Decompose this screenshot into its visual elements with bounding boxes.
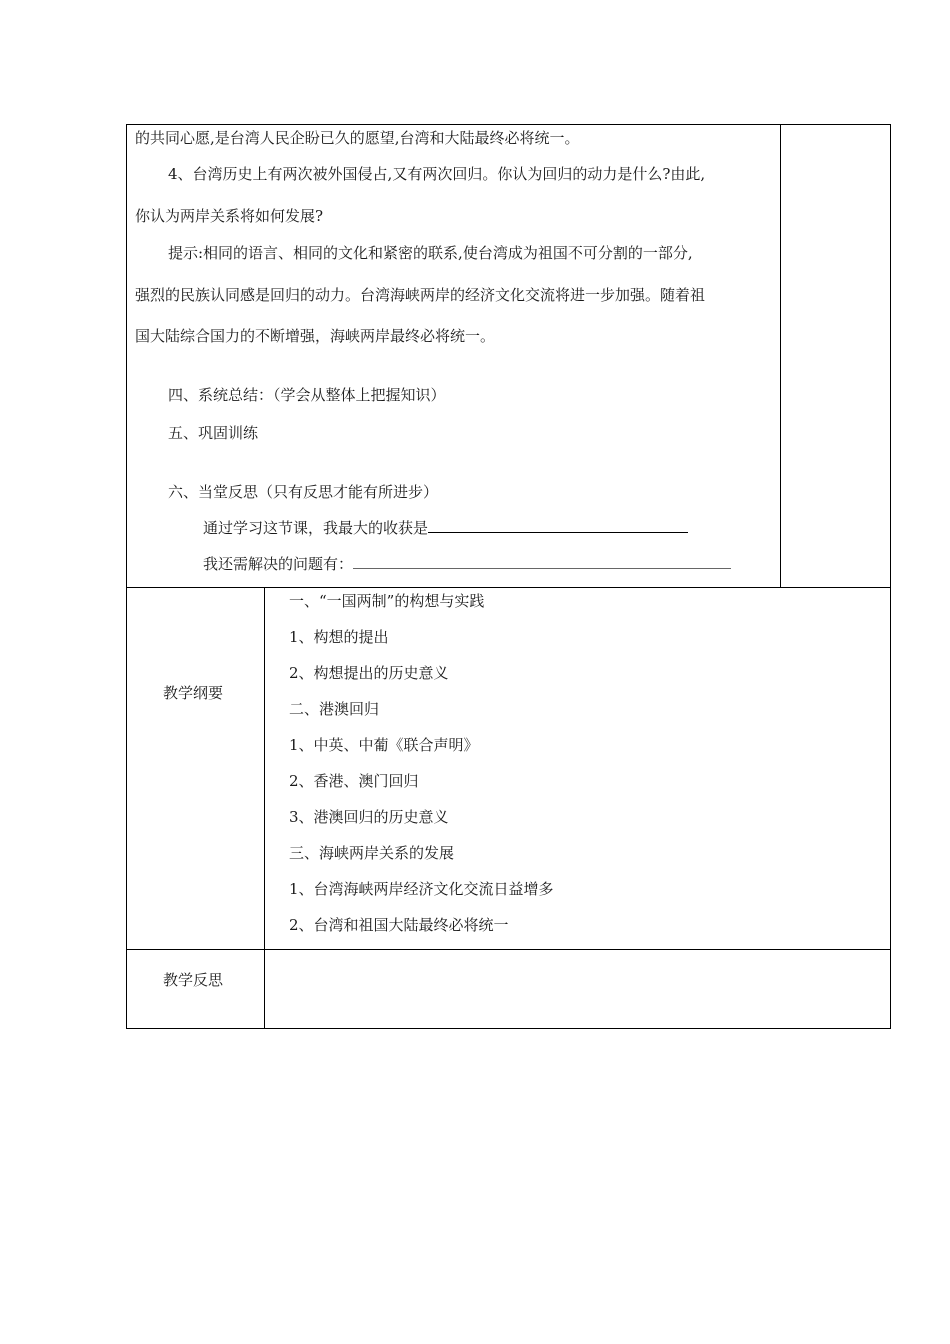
outline-item: 2、台湾和祖国大陆最终必将统一 (289, 916, 509, 934)
outline-label: 教学纲要 (163, 684, 224, 702)
reflection-prompt-text: 通过学习这节课，我最大的收获是 (203, 519, 429, 537)
answer-blank[interactable] (353, 553, 731, 569)
table-right-border (890, 124, 891, 1029)
section-heading: 四、系统总结：（学会从整体上把握知识） (168, 386, 446, 404)
outline-item: 1、中英、中葡《联合声明》 (289, 736, 479, 754)
outline-item: 2、香港、澳门回归 (289, 772, 419, 790)
hint-line: 国大陆综合国力的不断增强，海峡两岸最终必将统一。 (135, 327, 496, 345)
outline-item: 1、构想的提出 (289, 628, 389, 646)
reflection-prompt (203, 517, 688, 538)
row-divider-1 (126, 587, 891, 588)
hint-line: 强烈的民族认同感是回归的动力。台湾海峡两岸的经济文化交流将进一步加强。随着祖 (135, 286, 706, 304)
table-bottom-border (126, 1028, 891, 1029)
outline-item: 二、港澳回归 (289, 700, 380, 718)
outline-item: 2、构想提出的历史意义 (289, 664, 449, 682)
label-column-divider (264, 587, 265, 1029)
reflection-prompt-text: 我还需解决的问题有： (203, 555, 354, 573)
row-divider-2 (126, 949, 891, 950)
hint-line: 提示:相同的语言、相同的文化和紧密的联系,使台湾成为祖国不可分割的一部分, (168, 244, 693, 262)
section-heading: 五、巩固训练 (168, 424, 259, 442)
answer-blank[interactable] (428, 517, 688, 533)
outline-item: 1、台湾海峡两岸经济文化交流日益增多 (289, 880, 554, 898)
reflection-prompt (203, 553, 731, 574)
question-4-line: 你认为两岸关系将如何发展? (135, 207, 324, 225)
reflection-label: 教学反思 (163, 971, 224, 989)
outline-item: 3、港澳回归的历史意义 (289, 808, 449, 826)
table-top-border (126, 124, 891, 125)
section-heading: 六、当堂反思（只有反思才能有所进步） (168, 483, 439, 501)
reflection-content[interactable] (289, 970, 869, 1010)
outline-item: 一、“一国两制”的构想与实践 (289, 592, 485, 610)
paragraph-line: 的共同心愿,是台湾人民企盼已久的愿望,台湾和大陆最终必将统一。 (135, 129, 580, 147)
top-row-inner-divider (780, 124, 781, 588)
outline-item: 三、海峡两岸关系的发展 (289, 844, 455, 862)
table-left-border (126, 124, 127, 1029)
question-4-line: 4、台湾历史上有两次被外国侵占,又有两次回归。你认为回归的动力是什么?由此, (168, 165, 706, 183)
